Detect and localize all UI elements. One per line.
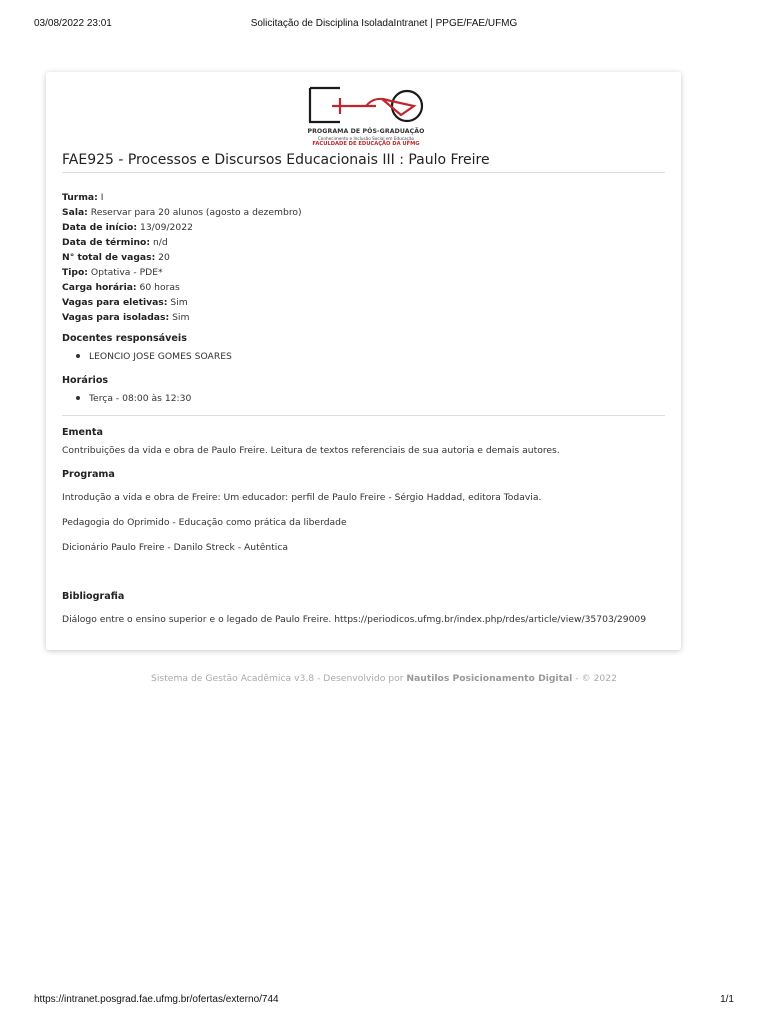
programa-item: Introdução a vida e obra de Freire: Um educador: perfil de Paulo Freire - Sérgio Haddad, editora Todavia.: [62, 492, 542, 503]
bibliografia-heading: Bibliografia: [62, 591, 125, 602]
print-url: https://intranet.posgrad.fae.ufmg.br/ofertas/externo/744: [34, 994, 279, 1005]
print-footer: [34, 994, 734, 1008]
field-tipo: Tipo: Optativa - PDE*: [62, 267, 163, 278]
print-header: [34, 18, 734, 32]
programa-item: Dicionário Paulo Freire - Danilo Streck - Autêntica: [62, 542, 289, 553]
field-data-termino: Data de término: n/d: [62, 237, 168, 248]
field-carga-horaria: Carga horária: 60 horas: [62, 282, 180, 293]
horario-item: Terça - 08:00 às 12:30: [76, 393, 191, 404]
field-vagas-isoladas: Vagas para isoladas: Sim: [62, 312, 190, 323]
bibliografia-text: Diálogo entre o ensino superior e o legado de Paulo Freire. https://periodicos.ufmg.br/index.php/rdes/article/view/35703/29009: [62, 614, 647, 625]
field-data-inicio: Data de início: 13/09/2022: [62, 222, 193, 233]
print-page-number: 1/1: [720, 994, 734, 1005]
company-link[interactable]: Nautilos Posicionamento Digital: [406, 673, 573, 684]
field-turma: Turma: I: [62, 192, 104, 203]
ppge-logo-mark-icon: [306, 84, 426, 128]
docente-item: LEONCIO JOSE GOMES SOARES: [76, 351, 232, 362]
programa-heading: Programa: [62, 469, 115, 480]
ementa-heading: Ementa: [62, 427, 103, 438]
ementa-text: Contribuições da vida e obra de Paulo Freire. Leitura de textos referenciais de sua autoria e demais autores.: [62, 445, 560, 456]
field-sala: Sala: Reservar para 20 alunos (agosto a dezembro): [62, 207, 302, 218]
title-divider: [62, 172, 665, 173]
site-footer: Sistema de Gestão Acadêmica v3.8 - Desenvolvido por Nautilos Posicionamento Digital - © 2022: [151, 673, 617, 684]
field-vagas-eletivas: Vagas para eletivas: Sim: [62, 297, 188, 308]
course-card: [46, 72, 681, 650]
programa-item: Pedagogia do Oprimido - Educação como prática da liberdade: [62, 517, 347, 528]
logo-faculty: FACULDADE DE EDUCAÇÃO DA UFMG: [312, 141, 420, 147]
course-fields: [62, 190, 302, 325]
print-doc-title: Solicitação de Disciplina IsoladaIntranet | PPGE/FAE/UFMG: [250, 18, 518, 29]
logo-program-name: PROGRAMA DE PÓS-GRADUAÇÃO: [307, 128, 425, 135]
logo-subtitle: Conhecimento e Inclusão Social em Educação: [317, 136, 415, 141]
field-total-vagas: N° total de vagas: 20: [62, 252, 170, 263]
horarios-heading: Horários: [62, 375, 109, 386]
print-datetime: 03/08/2022 23:01: [34, 18, 112, 29]
course-title: FAE925 - Processos e Discursos Educacionais III : Paulo Freire: [62, 152, 490, 168]
docentes-heading: Docentes responsáveis: [62, 333, 187, 344]
ppge-logo: [306, 84, 426, 150]
section-divider: [62, 415, 665, 416]
